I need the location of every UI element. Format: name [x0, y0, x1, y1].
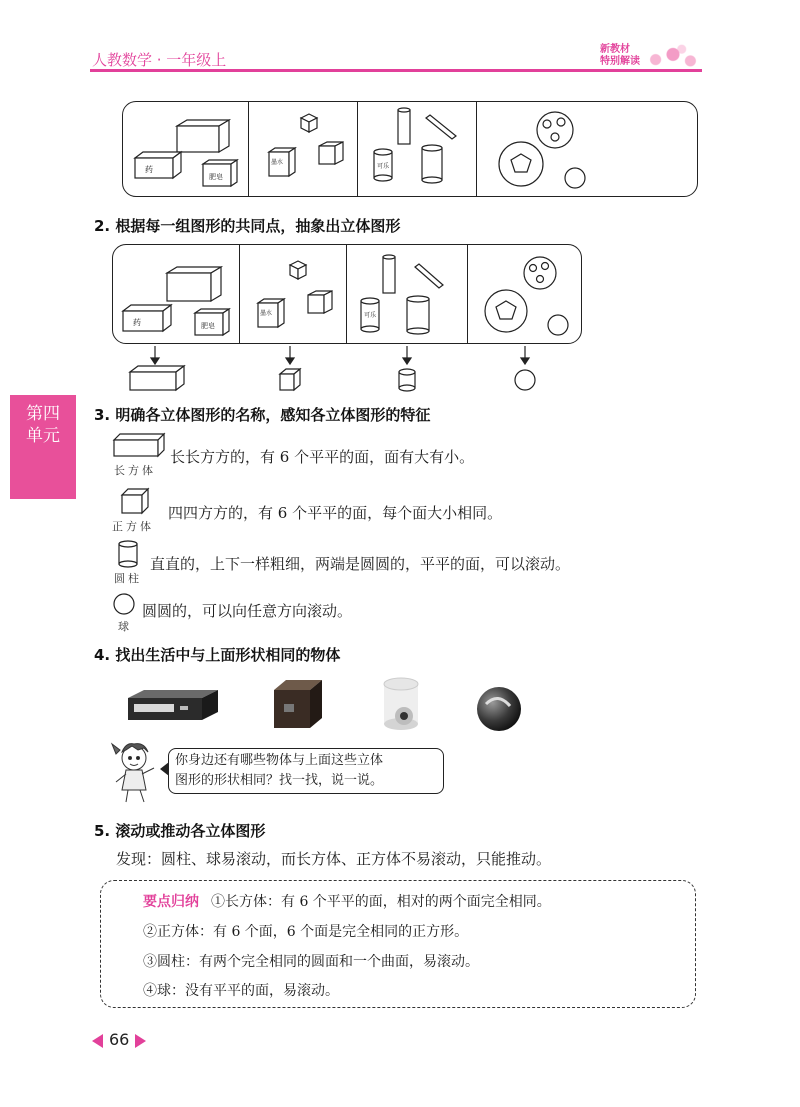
cylinder-shape-icon: [116, 540, 140, 568]
cube-description: 四四方方的，有 6 个平平的面，每个面大小相同。: [168, 504, 503, 522]
sphere-group: [468, 245, 581, 343]
section-3-heading: 3. 明确各立体图形的名称，感知各立体图形的特征: [94, 406, 431, 424]
section-2-heading: 2. 根据每一组图形的共同点，抽象出立体图形: [94, 217, 401, 235]
prev-arrow-icon: [92, 1034, 103, 1048]
cube-objects-illustration: [244, 251, 342, 341]
sphere-objects-group: [477, 102, 697, 196]
mascot-girl-icon: [104, 740, 162, 808]
cube-name: 正方体: [112, 520, 154, 533]
abstract-shapes-row: [100, 344, 580, 400]
sphere-shape-icon: [112, 592, 136, 616]
cube-objects-group: [249, 102, 358, 196]
cylinders-illustration: [364, 104, 470, 194]
badge-line-2: 特别解读: [600, 56, 640, 67]
section-5-heading: 5. 滚动或推动各立体图形: [94, 822, 266, 840]
sphere-objects-illustration: [474, 249, 582, 341]
box-label-4: 肥皂: [201, 322, 215, 330]
box-label-2: 肥皂: [209, 173, 223, 181]
section-5-finding: 发现：圆柱、球易滚动，而长方体、正方体不易滚动，只能推动。: [116, 850, 552, 868]
cuboid-group: [113, 245, 240, 343]
key-point-2: ②正方体：有 6 个面，6 个面是完全相同的正方形。: [143, 924, 469, 940]
unit-label-line-2: 单元: [26, 426, 60, 446]
ball-photo: [474, 684, 524, 734]
unit-label-line-1: 第四: [26, 404, 60, 424]
cuboid-objects-illustration: [117, 251, 235, 341]
key-points-tag: 要点归纳: [143, 894, 199, 910]
bubble-line-2: 图形的形状相同？找一找，说一说。: [175, 773, 384, 788]
sphere-description: 圆圆的，可以向任意方向滚动。: [142, 602, 353, 620]
key-point-4: ④球：没有平平的面，易滚动。: [143, 983, 339, 999]
cylinder-objects-group: [358, 102, 477, 196]
book-title: 人教数学 · 一年级上: [92, 51, 227, 69]
next-arrow-icon: [135, 1034, 146, 1048]
cubes-illustration: [255, 106, 351, 194]
section-4-heading: 4. 找出生活中与上面形状相同的物体: [94, 646, 341, 664]
key-point-3: ③圆柱：有两个完全相同的圆面和一个曲面，易滚动。: [143, 954, 479, 970]
bubble-line-1: 你身边还有哪些物体与上面这些立体: [175, 753, 384, 768]
badge-line-1: 新教材: [600, 44, 630, 55]
header-rule: [90, 69, 702, 72]
abstraction-panel: [112, 244, 582, 344]
can-label-1: 可乐: [377, 163, 390, 170]
ink-label-1: 墨水: [271, 159, 284, 166]
cuboid-objects-group: [123, 102, 249, 196]
sphere-name: 球: [118, 620, 132, 633]
flower-decoration-icon: [644, 44, 702, 70]
key-point-1: ①长方体：有 6 个平平的面，相对的两个面完全相同。: [211, 894, 551, 910]
ink-label-2: 墨水: [260, 310, 273, 317]
cylinder-name: 圆柱: [114, 572, 142, 585]
key-points-box: [100, 880, 696, 1008]
cube-shape-icon: [120, 487, 150, 515]
cylinder-photo: [380, 676, 424, 734]
spheres-illustration: [487, 104, 687, 194]
header-badge: [592, 44, 702, 68]
cylinder-description: 直直的，上下一样粗细，两端是圆圆的，平平的面，可以滚动。: [150, 555, 571, 573]
cuboid-description: 长长方方的，有 6 个平平的面，面有大有小。: [170, 448, 475, 466]
box-photo: [124, 688, 220, 722]
cuboid-name: 长方体: [114, 464, 156, 477]
page-number: [92, 1030, 146, 1049]
unit-side-tab: [10, 395, 76, 499]
can-label-2: 可乐: [364, 312, 377, 319]
boxes-illustration: [129, 106, 244, 194]
box-label-1: 药: [145, 165, 153, 174]
cube-photo: [270, 676, 326, 732]
box-label-3: 药: [133, 318, 141, 327]
speech-bubble: [168, 748, 444, 794]
cube-group: [240, 245, 347, 343]
cylinder-group: [347, 245, 468, 343]
cuboid-shape-icon: [112, 432, 166, 458]
cylinder-objects-illustration: [351, 249, 463, 341]
top-objects-panel: [122, 101, 698, 197]
page-number-value: 66: [109, 1030, 130, 1049]
